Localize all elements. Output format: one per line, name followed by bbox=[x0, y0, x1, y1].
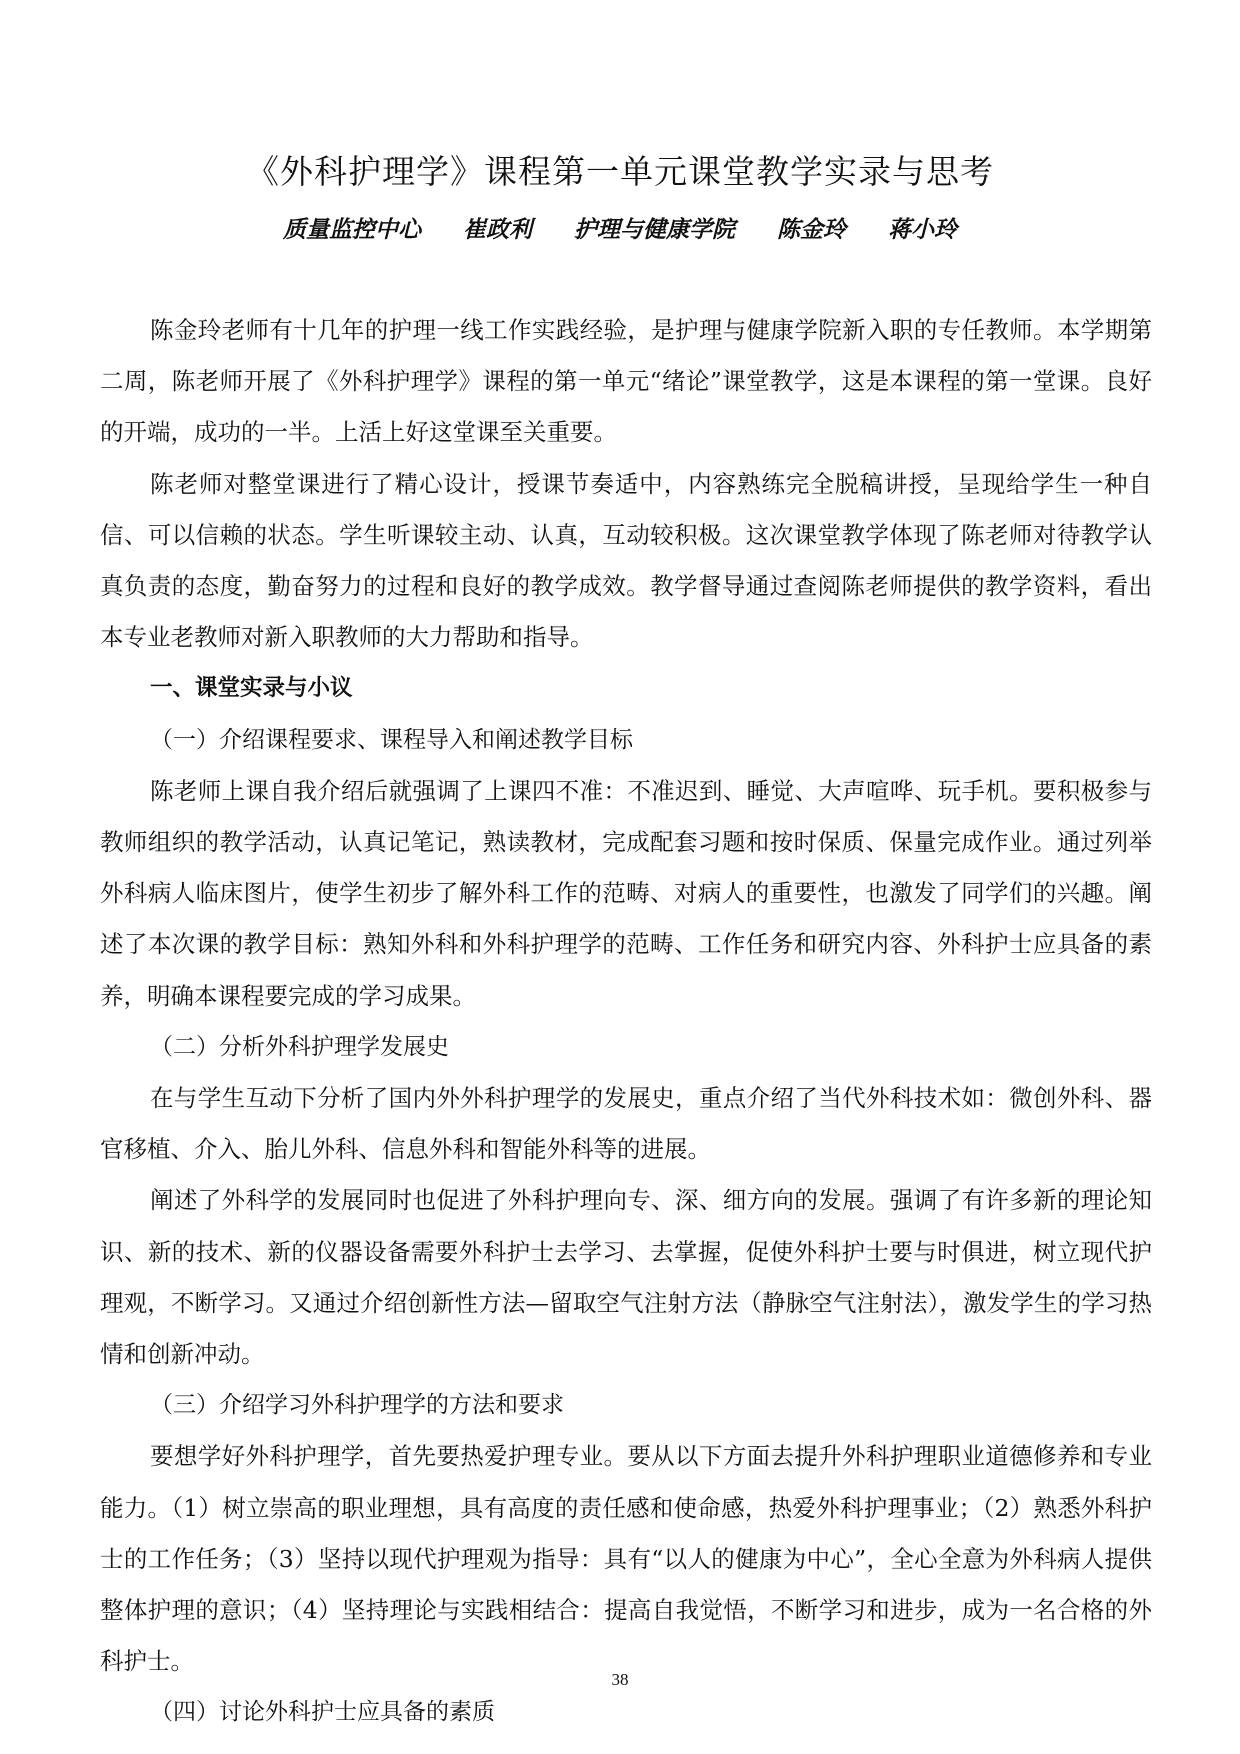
intro-paragraph-2: 陈老师对整堂课进行了精心设计，授课节奏适中，内容熟练完全脱稿讲授，呈现给学生一种自信、可以信赖的状态。学生听课较主动、认真，互动较积极。这次课堂教学体现了陈老师对待教学认真负责的态度，勤奋努力的过程和良好的教学成效。教学督导通过查阅陈老师提供的教学资料，看出本专业老教师对新入职教师的大力帮助和指导。 bbox=[100, 469, 1152, 652]
subsection-heading-3: （三）介绍学习外科护理学的方法和要求 bbox=[150, 1392, 564, 1419]
intro-paragraph-1: 陈金玲老师有十几年的护理一线工作实践经验，是护理与健康学院新入职的专任教师。本学期第二周，陈老师开展了《外科护理学》课程的第一单元“绪论”课堂教学，这是本课程的第一堂课。良好的开端，成功的一半。上活上好这堂课至关重要。 bbox=[100, 316, 1152, 447]
section-heading-1: 一、课堂实录与小议 bbox=[150, 675, 353, 702]
page-number: 38 bbox=[611, 1670, 629, 1689]
subsection-heading-4: （四）讨论外科护士应具备的素质 bbox=[150, 1699, 495, 1726]
article-body bbox=[100, 305, 1152, 1739]
document-title: 《外科护理学》课程第一单元课堂教学实录与思考 bbox=[246, 152, 994, 191]
subsection-1-paragraph: 陈老师上课自我介绍后就强调了上课四不准：不准迟到、睡觉、大声喧哗、玩手机。要积极参与教师组织的教学活动，认真记笔记，熟读教材，完成配套习题和按时保质、保量完成作业。通过列举外科病人临床图片，使学生初步了解外科工作的范畴、对病人的重要性，也激发了同学们的兴趣。阐述了本次课的教学目标：熟知外科和外科护理学的范畴、工作任务和研究内容、外科护士应具备的素养，明确本课程要完成的学习成果。 bbox=[100, 776, 1152, 1010]
subsection-heading-2: （二）分析外科护理学发展史 bbox=[150, 1033, 449, 1060]
author-affiliation-2: 护理与健康学院 bbox=[574, 216, 735, 243]
subsection-3-paragraph: 要想学好外科护理学，首先要热爱护理专业。要从以下方面去提升外科护理职业道德修养和专业能力。（1）树立崇高的职业理想，具有高度的责任感和使命感，热爱外科护理事业；（2）熟悉外科护士的工作任务；（3）坚持以现代护理观为指导：具有“以人的健康为中心”，全心全意为外科病人提供整体护理的意识；（4）坚持理论与实践相结合：提高自我觉悟，不断学习和进步，成为一名合格的外科护士。 bbox=[100, 1442, 1152, 1676]
subsection-2-paragraph-2: 阐述了外科学的发展同时也促进了外科护理向专、深、细方向的发展。强调了有许多新的理论知识、新的技术、新的仪器设备需要外科护士去学习、去掌握，促使外科护士要与时俱进，树立现代护理观，不断学习。又通过介绍创新性方法—留取空气注射方法（静脉空气注射法），激发学生的学习热情和创新冲动。 bbox=[100, 1186, 1152, 1369]
author-affiliation-1: 质量监控中心 bbox=[282, 216, 421, 243]
author-name-3: 蒋小玲 bbox=[888, 216, 958, 243]
author-line bbox=[0, 212, 1240, 248]
author-name-1: 崔政利 bbox=[462, 216, 532, 243]
subsection-2-paragraph-1: 在与学生互动下分析了国内外外科护理学的发展史，重点介绍了当代外科技术如：微创外科、器官移植、介入、胎儿外科、信息外科和智能外科等的进展。 bbox=[100, 1084, 1152, 1164]
author-name-2: 陈金玲 bbox=[777, 216, 847, 243]
subsection-heading-1: （一）介绍课程要求、课程导入和阐述教学目标 bbox=[150, 726, 633, 753]
